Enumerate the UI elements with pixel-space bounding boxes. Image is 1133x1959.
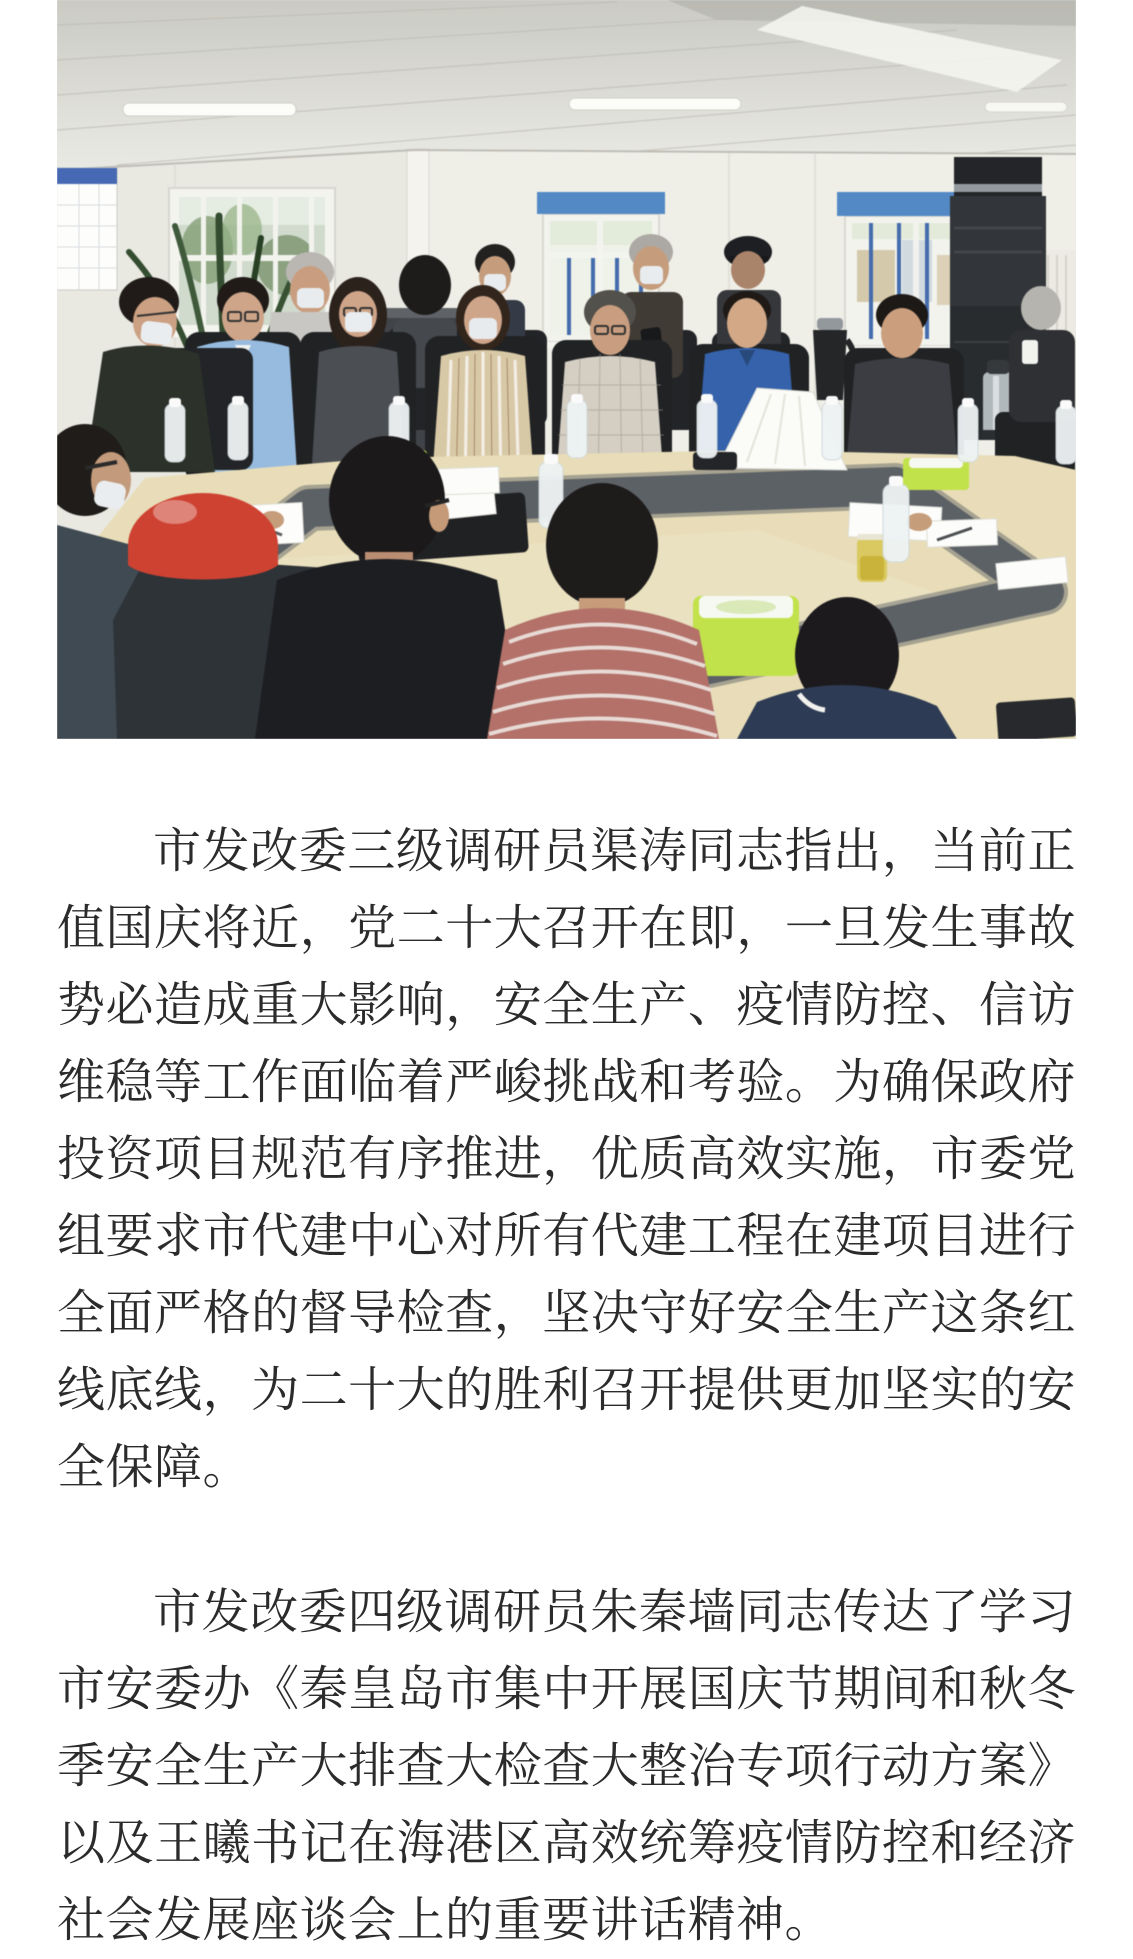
paragraph-2: 市发改委四级调研员朱秦墙同志传达了学习市安委办《秦皇岛市集中开展国庆节期间和秋冬季安全生产大排查大检查大整治专项行动方案》以及王曦书记在海港区高效统筹疫情防控和经济社会发展座谈会上的重要讲话精神。 xyxy=(57,1586,1076,1947)
article-body xyxy=(0,739,1133,1959)
article-photo[interactable] xyxy=(57,0,1076,739)
paragraph-1: 市发改委三级调研员渠涛同志指出，当前正值国庆将近，党二十大召开在即，一旦发生事故势必造成重大影响，安全生产、疫情防控、信访维稳等工作面临着严峻挑战和考验。为确保政府投资项目规范有序推进，优质高效实施，市委党组要求市代建中心对所有代建工程在建项目进行全面严格的督导检查，坚决守好安全生产这条红线底线，为二十大的胜利召开提供更加坚实的安全保障。 xyxy=(57,825,1076,1494)
photo-haze xyxy=(57,0,1076,739)
meeting-room-scene xyxy=(57,0,1076,739)
